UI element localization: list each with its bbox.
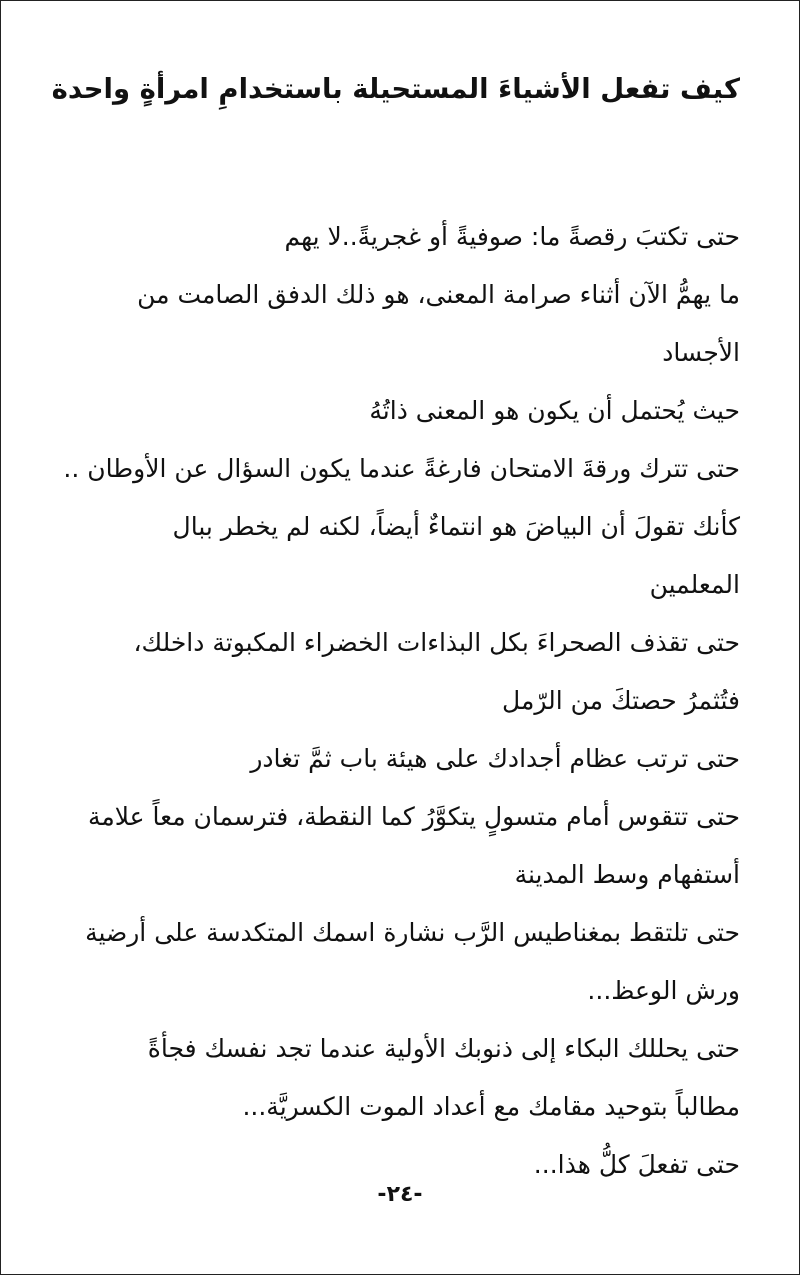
poem-line: حتى تتقوس أمام متسولٍ يتكوَّرُ كما النقطة، فترسمان معاً علامة (87, 802, 740, 831)
poem-line: مطالباً بتوحيد مقامك مع أعداد الموت الكسريَّة... (242, 1092, 740, 1121)
poem-line: حتى تترك ورقةَ الامتحان فارغةً عندما يكون السؤال عن الأوطان .. (63, 454, 740, 483)
poem-line: حتى تفعلَ كلُّ هذا... (533, 1150, 740, 1179)
poem-line: أستفهام وسط المدينة (514, 860, 740, 889)
poem-line: حتى ترتب عظام أجدادك على هيئة باب ثمَّ تغادر (250, 744, 740, 773)
poem-line: الأجساد (662, 338, 740, 367)
document-page (40, 60, 740, 1194)
poem-title: كيف تفعل الأشياءَ المستحيلة باستخدامِ امرأةٍ واحدة (51, 73, 740, 105)
poem-line: ورش الوعظ... (587, 976, 740, 1005)
poem-body (40, 208, 740, 1194)
poem-line: حيث يُحتمل أن يكون هو المعنى ذاتُهُ (369, 396, 740, 425)
poem-line: ما يهمُّ الآن أثناء صرامة المعنى، هو ذلك الدفق الصامت من (137, 280, 740, 309)
poem-line: فتُثمرُ حصتكَ من الرّمل (502, 686, 740, 715)
poem-line: حتى تكتبَ رقصةً ما: صوفيةً أو غجريةً..لا يهم (284, 222, 740, 251)
poem-line: حتى يحللك البكاء إلى ذنوبك الأولية عندما تجد نفسك فجأةً (147, 1034, 740, 1063)
poem-line: حتى تلتقط بمغناطيس الرَّب نشارة اسمك المتكدسة على أرضية (85, 918, 740, 947)
poem-line: المعلمين (649, 570, 740, 599)
poem-line: كأنك تقولَ أن البياضَ هو انتماءٌ أيضاً، لكنه لم يخطر ببال (172, 512, 740, 541)
poem-line: حتى تقذف الصحراءَ بكل البذاءات الخضراء المكبوتة داخلك، (133, 628, 740, 657)
page-number: -٢٤- (377, 1182, 423, 1207)
